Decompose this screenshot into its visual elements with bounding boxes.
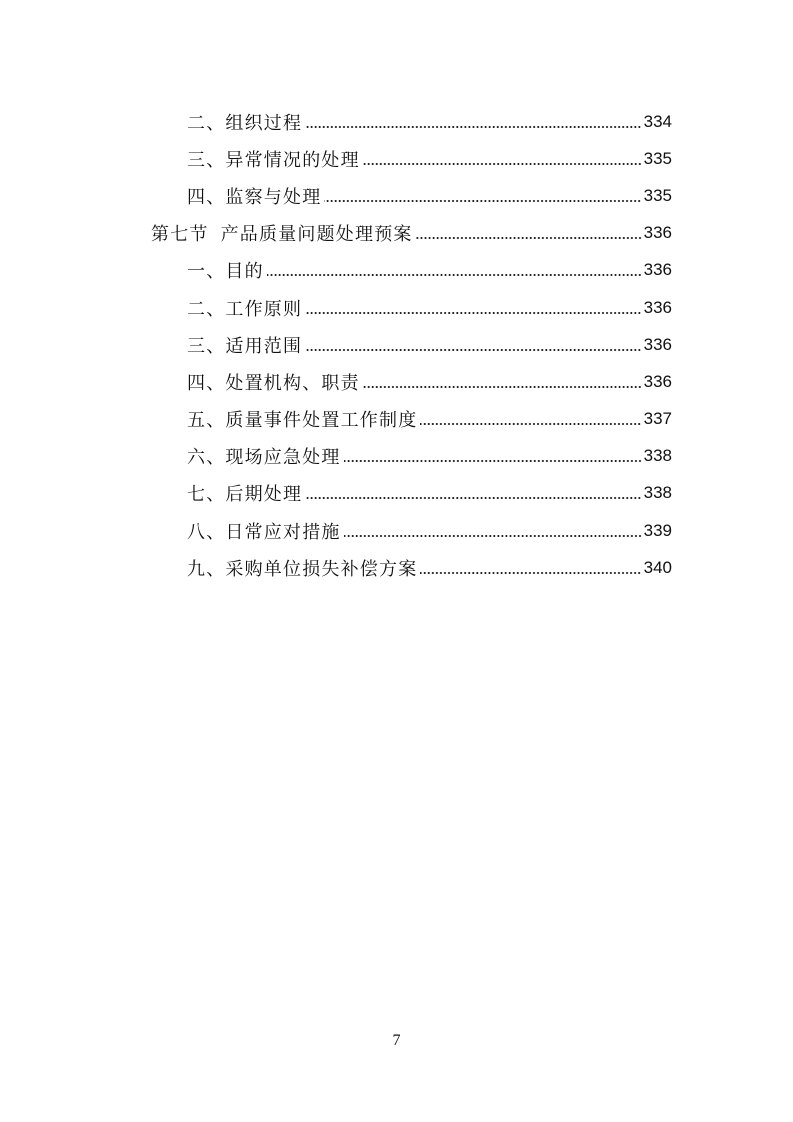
toc-entry[interactable]	[0, 177, 793, 214]
toc-entry[interactable]	[0, 512, 793, 549]
toc-entry[interactable]	[0, 363, 793, 400]
toc-entry-page: 339	[643, 520, 672, 540]
toc-section-entry[interactable]	[0, 215, 793, 252]
toc-entry-label: 二、组织过程	[187, 112, 303, 134]
toc-entry-label: 一、目的	[187, 261, 264, 283]
toc-entry-page: 336	[643, 260, 672, 280]
dot-leader	[324, 200, 641, 202]
toc-entry[interactable]	[0, 140, 793, 177]
toc-entry-page: 334	[643, 111, 672, 131]
toc-entry-page: 336	[643, 371, 672, 391]
toc-entry-page: 336	[643, 334, 672, 354]
toc-entry-page: 335	[643, 185, 672, 205]
dot-leader	[416, 237, 642, 239]
toc-entry-page: 337	[643, 409, 672, 429]
toc-entry-page: 335	[643, 148, 672, 168]
toc-entry[interactable]	[0, 438, 793, 475]
dot-leader	[344, 460, 642, 462]
toc-entry[interactable]	[0, 252, 793, 289]
dot-leader	[420, 423, 641, 425]
toc-entry-page: 336	[643, 297, 672, 317]
dot-leader	[267, 274, 642, 276]
toc-entry-label: 二、工作原则	[187, 298, 303, 320]
toc-entry-label: 九、采购单位损失补偿方案	[187, 558, 418, 580]
dot-leader	[344, 535, 642, 537]
table-of-contents	[0, 103, 793, 586]
toc-entry-page: 336	[643, 223, 672, 243]
toc-entry-label: 四、处置机构、职责	[187, 372, 360, 394]
dot-leader	[305, 497, 641, 499]
toc-entry-label: 四、监察与处理	[187, 186, 322, 208]
toc-entry-label: 五、质量事件处置工作制度	[187, 410, 418, 432]
toc-section-heading	[151, 220, 413, 246]
page-number: 7	[392, 1032, 401, 1049]
toc-section-title: 产品质量问题处理预案	[220, 224, 413, 246]
toc-entry-label: 八、日常应对措施	[187, 521, 341, 543]
toc-entry-label: 三、异常情况的处理	[187, 149, 360, 171]
dot-leader	[363, 163, 642, 165]
toc-entry-page: 338	[643, 483, 672, 503]
toc-entry[interactable]	[0, 326, 793, 363]
dot-leader	[363, 386, 642, 388]
toc-entry-page: 340	[643, 557, 672, 577]
toc-entry-label: 七、后期处理	[187, 484, 303, 506]
toc-entry-page: 338	[643, 446, 672, 466]
toc-entry-label: 三、适用范围	[187, 335, 303, 357]
toc-entry[interactable]	[0, 549, 793, 586]
toc-entry[interactable]	[0, 103, 793, 140]
dot-leader	[420, 572, 641, 574]
toc-entry-label: 六、现场应急处理	[187, 447, 341, 469]
toc-section-number: 第七节	[151, 224, 209, 246]
dot-leader	[305, 349, 641, 351]
dot-leader	[305, 126, 641, 128]
toc-entry[interactable]	[0, 401, 793, 438]
toc-entry[interactable]	[0, 475, 793, 512]
toc-entry[interactable]	[0, 289, 793, 326]
dot-leader	[305, 312, 641, 314]
